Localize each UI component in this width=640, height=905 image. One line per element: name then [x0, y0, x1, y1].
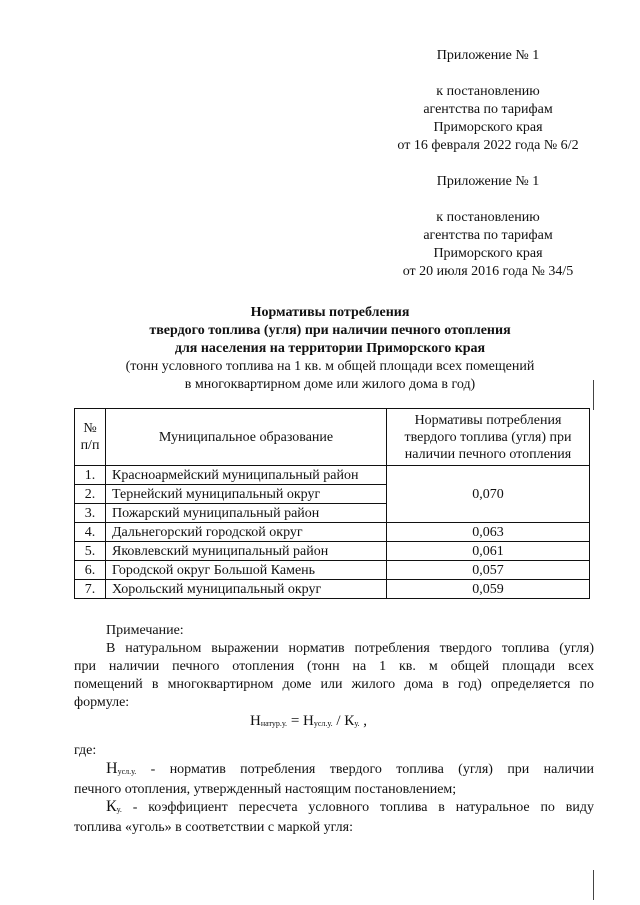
appendix-line: агентства по тарифам [423, 228, 553, 243]
row-name: Городской округ Большой Камень [106, 561, 387, 580]
definition-subscript: усл.у. [117, 767, 137, 776]
table-row [75, 561, 590, 580]
header-value-line: твердого топлива (угля) при [404, 429, 572, 445]
header-value-line: Нормативы потребления [414, 412, 562, 428]
appendix-line: к постановлению [436, 84, 540, 99]
formula-symbol: Н [303, 713, 314, 729]
note-line: помещений в многоквартирном доме или жилого дома в год) определяется по [74, 677, 594, 692]
definition-symbol: К [106, 798, 117, 815]
definition-line [74, 798, 594, 819]
row-num: 6. [75, 561, 106, 580]
row-name: Яковлевский муниципальный район [106, 542, 387, 561]
document-heading [80, 304, 580, 394]
appendix-header-1 [376, 47, 600, 155]
formula-operator: / [332, 713, 345, 729]
row-num: 1. [75, 466, 106, 485]
definition-line [74, 760, 594, 781]
table-row [75, 466, 590, 485]
header-value [387, 409, 590, 466]
heading-line: в многоквартирном доме или жилого дома в год) [184, 377, 476, 392]
row-num: 5. [75, 542, 106, 561]
row-name: Дальнегорский городской округ [106, 523, 387, 542]
row-value: 0,059 [387, 580, 590, 599]
table-row [75, 580, 590, 599]
row-num: 2. [75, 485, 106, 504]
row-name: Красноармейский муниципальный район [106, 466, 387, 485]
header-name: Муниципальное образование [106, 409, 387, 466]
formula-operator: = [287, 713, 304, 729]
appendix-line: к постановлению [436, 210, 540, 225]
row-value: 0,061 [387, 542, 590, 561]
formula-end: , [359, 713, 368, 729]
row-value: 0,063 [387, 523, 590, 542]
heading-line: твердого топлива (угля) при наличии печного отопления [149, 323, 511, 338]
appendix-header-2 [376, 173, 600, 281]
note-line: В натуральном выражении норматив потребления твердого топлива (угля) [106, 641, 594, 656]
row-value: 0,057 [387, 561, 590, 580]
row-num: 7. [75, 580, 106, 599]
definition-2 [74, 798, 594, 837]
definition-line: топлива «уголь» в соответствии с маркой угля: [74, 820, 353, 835]
header-num-line: № [83, 421, 97, 436]
row-num: 4. [75, 523, 106, 542]
definition-text: - коэффициент пересчета условного топлива в натуральное по виду [121, 800, 594, 815]
appendix-line: от 16 февраля 2022 года № 6/2 [397, 138, 579, 153]
heading-line: Нормативы потребления [250, 305, 410, 320]
note-paragraph [74, 640, 594, 712]
definition-line: печного отопления, утвержденный настоящим постановлением; [74, 782, 457, 797]
note-line: формуле: [74, 695, 130, 710]
scan-edge-line [593, 380, 594, 410]
appendix-line: агентства по тарифам [423, 102, 553, 117]
definition-symbol: Н [106, 760, 118, 777]
table-header-row [75, 409, 590, 466]
appendix-title: Приложение № 1 [436, 48, 540, 63]
appendix-line: Приморского края [433, 120, 543, 135]
definition-subscript: у. [116, 805, 122, 814]
appendix-title: Приложение № 1 [436, 174, 540, 189]
where-label: где: [74, 743, 97, 758]
row-value: 0,070 [387, 466, 590, 523]
row-name: Пожарский муниципальный район [106, 504, 387, 523]
formula [250, 712, 367, 733]
definition-text: - норматив потребления твердого топлива (угля) при наличии [136, 762, 594, 777]
formula-subscript: у. [354, 719, 360, 728]
header-num [75, 409, 106, 466]
heading-line: (тонн условного топлива на 1 кв. м общей площади всех помещений [125, 359, 535, 374]
header-num-line: п/п [80, 438, 100, 453]
scan-edge-line [593, 870, 594, 900]
row-name: Хорольский муниципальный округ [106, 580, 387, 599]
header-value-line: наличии печного отопления [404, 446, 572, 462]
formula-symbol: Н [250, 713, 261, 729]
row-num: 3. [75, 504, 106, 523]
table-row [75, 523, 590, 542]
definition-1 [74, 760, 594, 799]
formula-symbol: К [344, 713, 355, 729]
row-name: Тернейский муниципальный округ [106, 485, 387, 504]
formula-subscript: натур.у. [260, 719, 288, 728]
formula-subscript: усл.у. [313, 719, 333, 728]
appendix-line: от 20 июля 2016 года № 34/5 [402, 264, 574, 279]
note-title: Примечание: [106, 623, 184, 638]
norms-table [74, 408, 590, 599]
heading-line: для населения на территории Приморского края [174, 341, 486, 356]
note-line: при наличии печного отопления (тонн на 1 кв. м общей площади всех [74, 659, 594, 674]
table-row [75, 542, 590, 561]
appendix-line: Приморского края [433, 246, 543, 261]
